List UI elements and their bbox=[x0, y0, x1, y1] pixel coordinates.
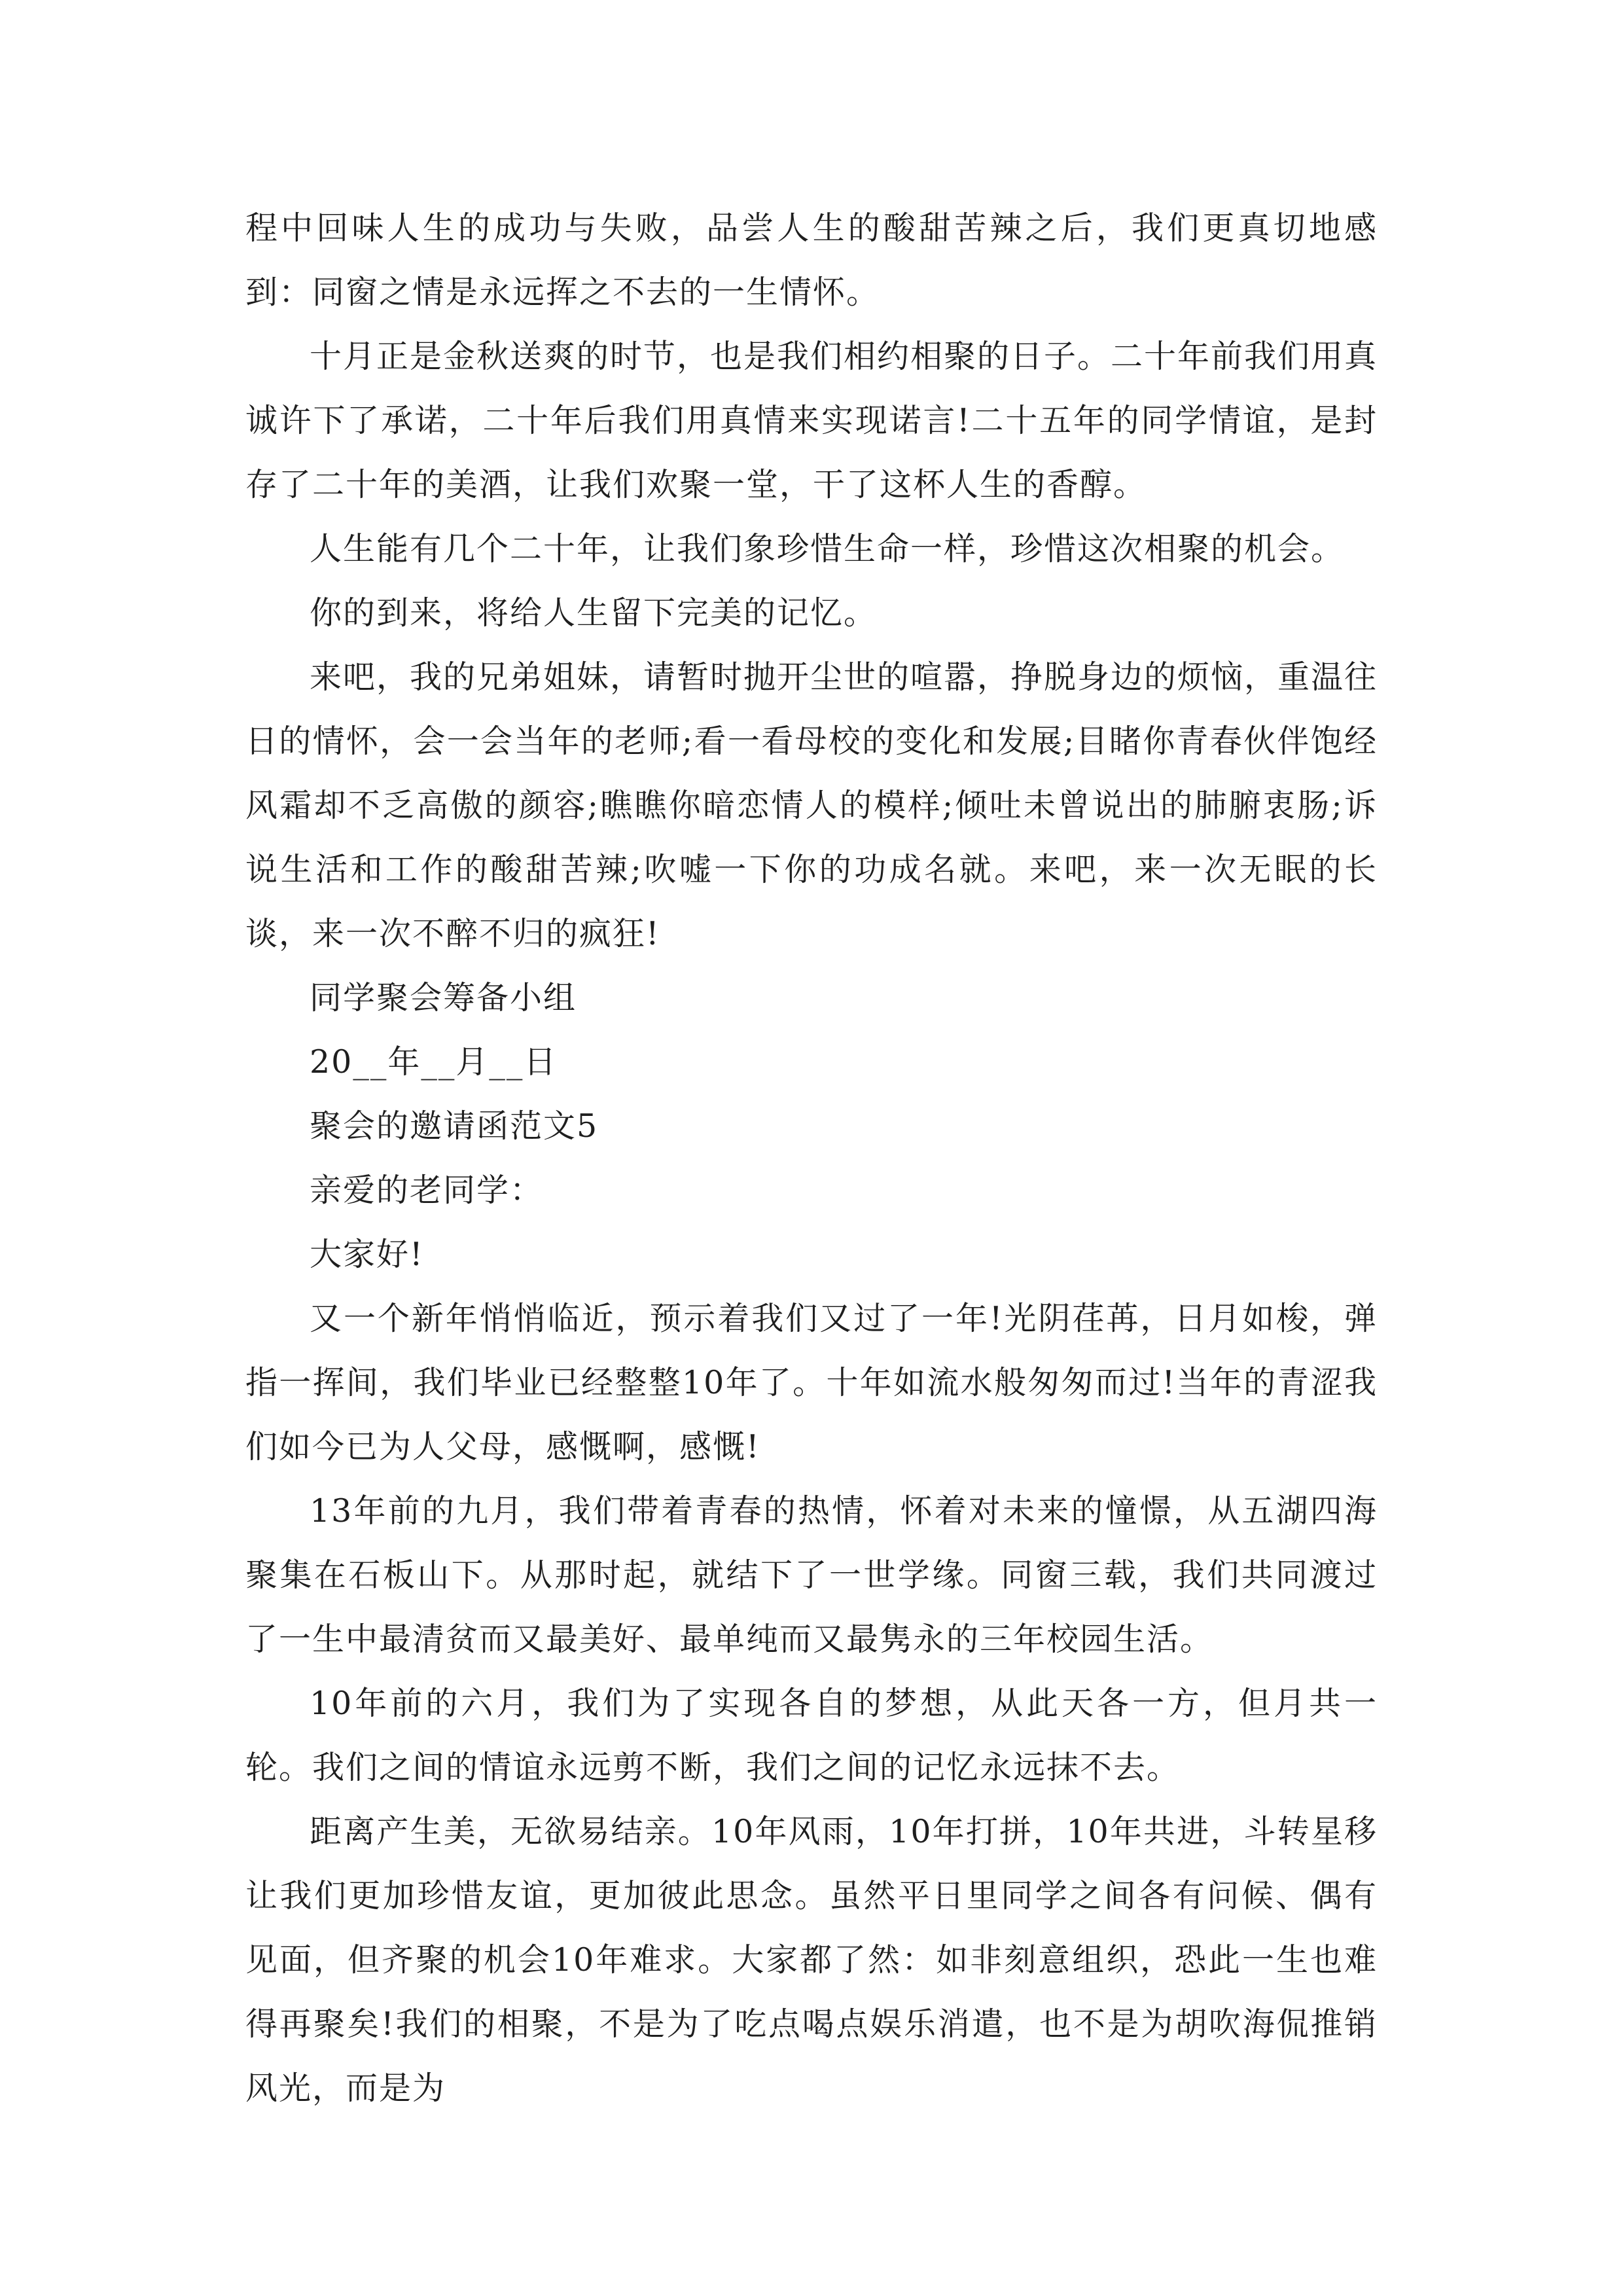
section-title: 聚会的邀请函范文5 bbox=[310, 1107, 599, 1145]
paragraph: 来吧，我的兄弟姐妹，请暂时抛开尘世的喧嚣，挣脱身边的烦恼，重温往日的情怀，会一会当年的老师;看一看母校的变化和发展;目睹你青春伙伴饱经风霜却不乏高傲的颜容;瞧瞧你暗恋情人的模样;倾吐未曾说出的肺腑衷肠;诉说生活和工作的酸甜苦辣;吹嘘一下你的功成名就。来吧，来一次无眠的长谈，来一次不醉不归的疯狂! bbox=[245, 658, 1378, 952]
paragraph: 距离产生美，无欲易结亲。10年风雨，10年打拼，10年共进，斗转星移让我们更加珍惜友谊，更加彼此思念。虽然平日里同学之间各有问候、偶有见面，但齐聚的机会10年难求。大家都了然：如非刻意组织，恐此一生也难得再聚矣!我们的相聚，不是为了吃点喝点娱乐消遣，也不是为胡吹海侃推销风光，而是为 bbox=[245, 1813, 1378, 2107]
signature-organizer: 同学聚会筹备小组 bbox=[310, 979, 577, 1016]
salutation: 亲爱的老同学： bbox=[310, 1172, 544, 1209]
document-body bbox=[245, 196, 1378, 2121]
greeting: 大家好! bbox=[310, 1236, 424, 1273]
paragraph: 十月正是金秋送爽的时节，也是我们相约相聚的日子。二十年前我们用真诚许下了承诺，二十年后我们用真情来实现诺言!二十五年的同学情谊，是封存了二十年的美酒，让我们欢聚一堂，干了这杯人生的香醇。 bbox=[245, 338, 1378, 503]
paragraph: 10年前的六月，我们为了实现各自的梦想，从此天各一方，但月共一轮。我们之间的情谊永远剪不断，我们之间的记忆永远抹不去。 bbox=[245, 1685, 1378, 1786]
paragraph: 13年前的九月，我们带着青春的热情，怀着对未来的憧憬，从五湖四海聚集在石板山下。从那时起，就结下了一世学缘。同窗三载，我们共同渡过了一生中最清贫而又最美好、最单纯而又最隽永的三年校园生活。 bbox=[245, 1492, 1378, 1658]
paragraph: 又一个新年悄悄临近，预示着我们又过了一年!光阴荏苒，日月如梭，弹指一挥间，我们毕业已经整整10年了。十年如流水般匆匆而过!当年的青涩我们如今已为人父母，感慨啊，感慨! bbox=[245, 1300, 1378, 1465]
paragraph: 人生能有几个二十年，让我们象珍惜生命一样，珍惜这次相聚的机会。 bbox=[310, 530, 1345, 567]
paragraph-continued: 程中回味人生的成功与失败，品尝人生的酸甜苦辣之后，我们更真切地感到：同窗之情是永远挥之不去的一生情怀。 bbox=[245, 209, 1378, 311]
signature-date: 20__年__月__日 bbox=[310, 1043, 558, 1081]
paragraph: 你的到来，将给人生留下完美的记忆。 bbox=[310, 594, 878, 632]
